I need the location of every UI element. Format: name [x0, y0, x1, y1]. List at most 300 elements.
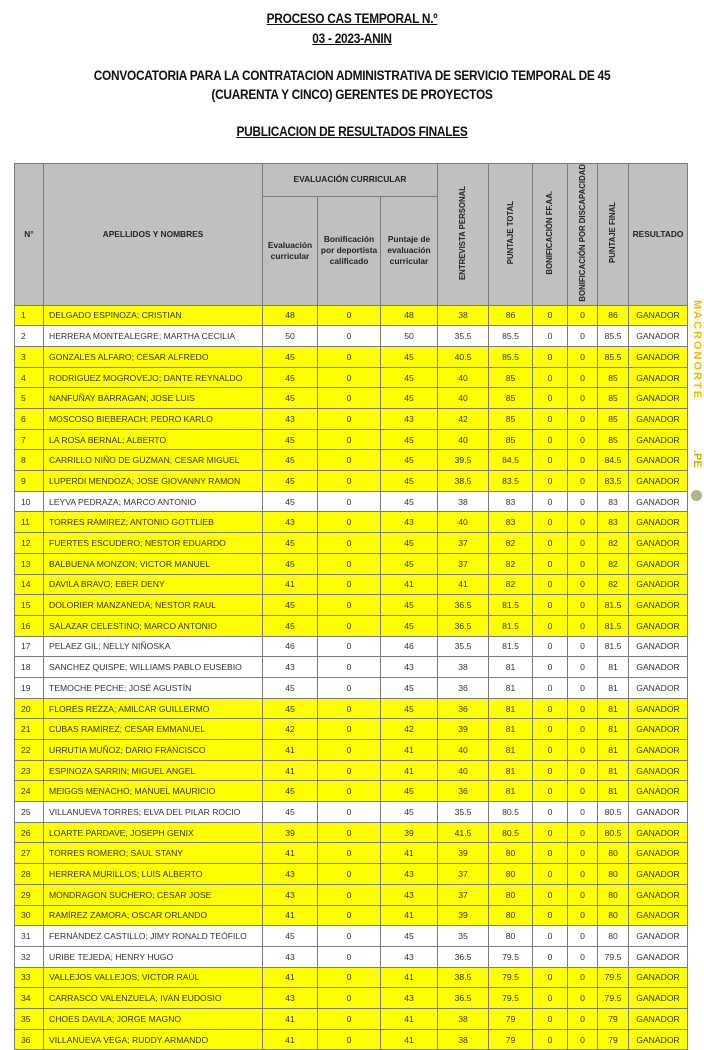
- cell-bonif-discap: 0: [568, 429, 598, 450]
- table-row: [15, 326, 688, 347]
- section-title: PUBLICACION DE RESULTADOS FINALES: [236, 124, 468, 139]
- cell-puntaje-final: 83: [598, 512, 629, 533]
- cell-name: LUPERDI MENDOZA; JOSE GIOVANNY RAMON: [44, 471, 263, 492]
- cell-puntaje-eval: 43: [381, 512, 438, 533]
- cell-eval-curricular: 41: [263, 843, 318, 864]
- cell-resultado: GANADOR: [629, 946, 688, 967]
- cell-bonif-deportista: 0: [318, 346, 381, 367]
- cell-name: LA ROSA BERNAL; ALBERTO: [44, 429, 263, 450]
- cell-bonif-discap: 0: [568, 388, 598, 409]
- cell-num: 31: [15, 926, 44, 947]
- cell-entrevista: 36.5: [438, 988, 489, 1009]
- cell-resultado: GANADOR: [629, 657, 688, 678]
- cell-puntaje-total: 85.5: [489, 346, 533, 367]
- cell-bonif-ffaa: 0: [533, 305, 568, 326]
- cell-bonif-discap: 0: [568, 595, 598, 616]
- cell-entrevista: 41: [438, 574, 489, 595]
- cell-resultado: GANADOR: [629, 884, 688, 905]
- cell-puntaje-eval: 41: [381, 843, 438, 864]
- cell-bonif-ffaa: 0: [533, 388, 568, 409]
- table-row: [15, 595, 688, 616]
- cell-num: 30: [15, 905, 44, 926]
- cell-puntaje-eval: 43: [381, 946, 438, 967]
- cell-resultado: GANADOR: [629, 1008, 688, 1029]
- cell-entrevista: 35: [438, 926, 489, 947]
- cell-entrevista: 38: [438, 1029, 489, 1050]
- cell-puntaje-eval: 45: [381, 367, 438, 388]
- cell-bonif-ffaa: 0: [533, 946, 568, 967]
- cell-resultado: GANADOR: [629, 822, 688, 843]
- cell-name: ESPINOZA SARRIN; MIGUEL ANGEL: [44, 760, 263, 781]
- cell-eval-curricular: 45: [263, 781, 318, 802]
- cell-puntaje-eval: 45: [381, 677, 438, 698]
- cell-eval-curricular: 45: [263, 388, 318, 409]
- table-row: [15, 1029, 688, 1050]
- table-row: [15, 471, 688, 492]
- header-puntaje-final: [598, 164, 629, 306]
- cell-bonif-ffaa: 0: [533, 346, 568, 367]
- cell-puntaje-total: 82: [489, 574, 533, 595]
- cell-entrevista: 37: [438, 864, 489, 885]
- cell-eval-curricular: 45: [263, 450, 318, 471]
- cell-entrevista: 36: [438, 677, 489, 698]
- cell-puntaje-total: 85: [489, 409, 533, 430]
- cell-puntaje-final: 85.5: [598, 326, 629, 347]
- cell-puntaje-eval: 46: [381, 636, 438, 657]
- cell-num: 2: [15, 326, 44, 347]
- cell-eval-curricular: 45: [263, 615, 318, 636]
- cell-puntaje-final: 86: [598, 305, 629, 326]
- cell-bonif-discap: 0: [568, 471, 598, 492]
- cell-entrevista: 41.5: [438, 822, 489, 843]
- cell-puntaje-final: 82: [598, 533, 629, 554]
- cell-eval-curricular: 41: [263, 574, 318, 595]
- cell-eval-curricular: 45: [263, 698, 318, 719]
- cell-entrevista: 35.5: [438, 636, 489, 657]
- cell-eval-curricular: 41: [263, 967, 318, 988]
- cell-eval-curricular: 41: [263, 740, 318, 761]
- cell-eval-curricular: 41: [263, 1008, 318, 1029]
- cell-num: 26: [15, 822, 44, 843]
- cell-eval-curricular: 48: [263, 305, 318, 326]
- cell-puntaje-eval: 42: [381, 719, 438, 740]
- cell-puntaje-eval: 41: [381, 740, 438, 761]
- cell-bonif-ffaa: 0: [533, 698, 568, 719]
- cell-bonif-discap: 0: [568, 553, 598, 574]
- cell-puntaje-final: 81: [598, 740, 629, 761]
- cell-name: TORRES ROMERO; SAUL STANY: [44, 843, 263, 864]
- cell-bonif-deportista: 0: [318, 305, 381, 326]
- cell-bonif-ffaa: 0: [533, 512, 568, 533]
- cell-bonif-discap: 0: [568, 884, 598, 905]
- cell-bonif-ffaa: 0: [533, 615, 568, 636]
- cell-bonif-ffaa: 0: [533, 843, 568, 864]
- cell-bonif-deportista: 0: [318, 760, 381, 781]
- header-puntaje-total-label: PUNTAJE TOTAL: [505, 201, 515, 265]
- cell-puntaje-eval: 45: [381, 346, 438, 367]
- cell-num: 12: [15, 533, 44, 554]
- cell-puntaje-final: 85: [598, 429, 629, 450]
- cell-puntaje-eval: 39: [381, 822, 438, 843]
- cell-puntaje-final: 81: [598, 719, 629, 740]
- cell-entrevista: 36.5: [438, 946, 489, 967]
- cell-eval-curricular: 41: [263, 905, 318, 926]
- table-row: [15, 884, 688, 905]
- cell-puntaje-total: 86: [489, 305, 533, 326]
- table-row: [15, 491, 688, 512]
- cell-bonif-deportista: 0: [318, 429, 381, 450]
- table-row: [15, 719, 688, 740]
- header-name: APELLIDOS Y NOMBRES: [44, 164, 263, 306]
- cell-bonif-deportista: 0: [318, 388, 381, 409]
- cell-puntaje-eval: 45: [381, 450, 438, 471]
- cell-num: 18: [15, 657, 44, 678]
- cell-eval-curricular: 43: [263, 657, 318, 678]
- header-bonif-discap: [568, 164, 598, 306]
- cell-bonif-ffaa: 0: [533, 719, 568, 740]
- cell-puntaje-final: 79.5: [598, 946, 629, 967]
- cell-puntaje-final: 80: [598, 864, 629, 885]
- cell-puntaje-eval: 45: [381, 802, 438, 823]
- cell-num: 16: [15, 615, 44, 636]
- cell-bonif-ffaa: 0: [533, 967, 568, 988]
- cell-num: 8: [15, 450, 44, 471]
- cell-name: TORRES RAMIREZ; ANTONIO GOTTLIEB: [44, 512, 263, 533]
- cell-puntaje-eval: 41: [381, 1008, 438, 1029]
- cell-bonif-discap: 0: [568, 574, 598, 595]
- cell-entrevista: 38: [438, 1008, 489, 1029]
- cell-entrevista: 40.5: [438, 346, 489, 367]
- cell-puntaje-total: 83.5: [489, 471, 533, 492]
- cell-eval-curricular: 43: [263, 884, 318, 905]
- cell-puntaje-final: 80: [598, 843, 629, 864]
- cell-resultado: GANADOR: [629, 409, 688, 430]
- watermark-suffix: .PE: [691, 450, 703, 468]
- cell-bonif-discap: 0: [568, 843, 598, 864]
- cell-eval-curricular: 45: [263, 553, 318, 574]
- cell-puntaje-final: 85.5: [598, 346, 629, 367]
- cell-resultado: GANADOR: [629, 905, 688, 926]
- cell-puntaje-eval: 43: [381, 864, 438, 885]
- header-num: N°: [15, 164, 44, 306]
- cell-resultado: GANADOR: [629, 802, 688, 823]
- cell-name: VILLANUEVA TORRES; ELVA DEL PILAR ROCIO: [44, 802, 263, 823]
- cell-puntaje-final: 81: [598, 781, 629, 802]
- cell-resultado: GANADOR: [629, 450, 688, 471]
- cell-bonif-ffaa: 0: [533, 367, 568, 388]
- cell-name: URRUTIA MUÑOZ; DARIO FRANCISCO: [44, 740, 263, 761]
- header-bonif-ffaa: [533, 164, 568, 306]
- cell-puntaje-eval: 45: [381, 595, 438, 616]
- cell-bonif-discap: 0: [568, 636, 598, 657]
- cell-resultado: GANADOR: [629, 305, 688, 326]
- results-table-body: [15, 305, 688, 1050]
- cell-bonif-ffaa: 0: [533, 1008, 568, 1029]
- header-bonif-discap-label: BONIFICACIÓN POR DISCAPACIDAD: [577, 164, 587, 302]
- cell-bonif-discap: 0: [568, 740, 598, 761]
- cell-bonif-discap: 0: [568, 719, 598, 740]
- cell-puntaje-final: 83: [598, 491, 629, 512]
- cell-name: NANFUÑAY BARRAGAN; JOSE LUIS: [44, 388, 263, 409]
- cell-num: 21: [15, 719, 44, 740]
- cell-eval-curricular: 46: [263, 636, 318, 657]
- cell-bonif-deportista: 0: [318, 574, 381, 595]
- cell-puntaje-eval: 45: [381, 429, 438, 450]
- table-row: [15, 367, 688, 388]
- cell-entrevista: 39: [438, 719, 489, 740]
- process-code: 03 - 2023-ANIN: [312, 31, 392, 46]
- cell-eval-curricular: 45: [263, 677, 318, 698]
- cell-eval-curricular: 45: [263, 802, 318, 823]
- cell-entrevista: 38: [438, 305, 489, 326]
- cell-entrevista: 37: [438, 533, 489, 554]
- cell-bonif-deportista: 0: [318, 781, 381, 802]
- cell-bonif-ffaa: 0: [533, 533, 568, 554]
- cell-bonif-deportista: 0: [318, 553, 381, 574]
- cell-bonif-deportista: 0: [318, 698, 381, 719]
- cell-bonif-deportista: 0: [318, 719, 381, 740]
- cell-entrevista: 40: [438, 367, 489, 388]
- cell-bonif-discap: 0: [568, 781, 598, 802]
- table-row: [15, 512, 688, 533]
- cell-puntaje-final: 79: [598, 1029, 629, 1050]
- cell-name: URIBE TEJEDA; HENRY HUGO: [44, 946, 263, 967]
- cell-name: BALBUENA MONZON; VICTOR MANUEL: [44, 553, 263, 574]
- cell-num: 14: [15, 574, 44, 595]
- cell-puntaje-total: 85: [489, 367, 533, 388]
- cell-puntaje-total: 81: [489, 677, 533, 698]
- cell-num: 27: [15, 843, 44, 864]
- cell-entrevista: 40: [438, 760, 489, 781]
- cell-puntaje-total: 82: [489, 533, 533, 554]
- cell-entrevista: 40: [438, 740, 489, 761]
- cell-bonif-ffaa: 0: [533, 429, 568, 450]
- cell-num: 15: [15, 595, 44, 616]
- cell-entrevista: 40: [438, 388, 489, 409]
- cell-puntaje-eval: 50: [381, 326, 438, 347]
- cell-puntaje-total: 81.5: [489, 595, 533, 616]
- cell-bonif-ffaa: 0: [533, 491, 568, 512]
- cell-eval-curricular: 45: [263, 429, 318, 450]
- cell-bonif-deportista: 0: [318, 636, 381, 657]
- cell-bonif-deportista: 0: [318, 1008, 381, 1029]
- table-row: [15, 905, 688, 926]
- cell-puntaje-total: 80: [489, 926, 533, 947]
- cell-eval-curricular: 41: [263, 1029, 318, 1050]
- cell-puntaje-total: 80.5: [489, 802, 533, 823]
- cell-bonif-discap: 0: [568, 367, 598, 388]
- cell-puntaje-eval: 43: [381, 988, 438, 1009]
- cell-puntaje-total: 82: [489, 553, 533, 574]
- cell-puntaje-final: 83.5: [598, 471, 629, 492]
- table-row: [15, 740, 688, 761]
- cell-bonif-discap: 0: [568, 926, 598, 947]
- cell-bonif-discap: 0: [568, 346, 598, 367]
- table-row: [15, 802, 688, 823]
- header-bonif-ffaa-label: BONIFICACIÓN FF.AA.: [545, 191, 555, 275]
- cell-puntaje-eval: 41: [381, 905, 438, 926]
- header-eval-curricular: Evaluación curricular: [263, 196, 318, 305]
- cell-bonif-discap: 0: [568, 967, 598, 988]
- cell-bonif-ffaa: 0: [533, 450, 568, 471]
- cell-puntaje-eval: 43: [381, 657, 438, 678]
- header-bonif-deportista: Bonificación por deportista calificado: [318, 196, 381, 305]
- cell-resultado: GANADOR: [629, 615, 688, 636]
- cell-puntaje-final: 80.5: [598, 802, 629, 823]
- cell-resultado: GANADOR: [629, 1029, 688, 1050]
- cell-puntaje-total: 79.5: [489, 988, 533, 1009]
- cell-bonif-discap: 0: [568, 615, 598, 636]
- cell-bonif-deportista: 0: [318, 1029, 381, 1050]
- cell-puntaje-eval: 45: [381, 615, 438, 636]
- cell-bonif-ffaa: 0: [533, 471, 568, 492]
- cell-puntaje-final: 80.5: [598, 822, 629, 843]
- cell-name: FLORES REZZA; AMILCAR GUILLERMO: [44, 698, 263, 719]
- cell-puntaje-eval: 45: [381, 698, 438, 719]
- cell-bonif-deportista: 0: [318, 595, 381, 616]
- cell-puntaje-eval: 43: [381, 884, 438, 905]
- cell-name: FUERTES ESCUDERO; NESTOR EDUARDO: [44, 533, 263, 554]
- table-row: [15, 615, 688, 636]
- cell-puntaje-total: 81: [489, 781, 533, 802]
- cell-num: 5: [15, 388, 44, 409]
- cell-name: SALAZAR CELESTINO; MARCO ANTONIO: [44, 615, 263, 636]
- cell-eval-curricular: 45: [263, 346, 318, 367]
- table-row: [15, 346, 688, 367]
- cell-num: 34: [15, 988, 44, 1009]
- cell-name: SANCHEZ QUISPE; WILLIAMS PABLO EUSEBIO: [44, 657, 263, 678]
- cell-resultado: GANADOR: [629, 864, 688, 885]
- cell-entrevista: 36: [438, 781, 489, 802]
- cell-puntaje-eval: 45: [381, 781, 438, 802]
- cell-eval-curricular: 50: [263, 326, 318, 347]
- cell-bonif-discap: 0: [568, 326, 598, 347]
- cell-entrevista: 42: [438, 409, 489, 430]
- cell-bonif-deportista: 0: [318, 367, 381, 388]
- cell-num: 17: [15, 636, 44, 657]
- table-row: [15, 574, 688, 595]
- cell-name: VILLANUEVA VEGA; RUDDY ARMANDO: [44, 1029, 263, 1050]
- cell-bonif-discap: 0: [568, 677, 598, 698]
- cell-puntaje-total: 83: [489, 491, 533, 512]
- cell-bonif-discap: 0: [568, 305, 598, 326]
- cell-name: HERRERA MURILLOS; LUIS ALBERTO: [44, 864, 263, 885]
- cell-num: 11: [15, 512, 44, 533]
- cell-entrevista: 39.5: [438, 450, 489, 471]
- cell-bonif-deportista: 0: [318, 988, 381, 1009]
- cell-resultado: GANADOR: [629, 326, 688, 347]
- table-row: [15, 698, 688, 719]
- cell-bonif-deportista: 0: [318, 884, 381, 905]
- cell-resultado: GANADOR: [629, 491, 688, 512]
- cell-puntaje-final: 81.5: [598, 636, 629, 657]
- cell-bonif-deportista: 0: [318, 657, 381, 678]
- cell-resultado: GANADOR: [629, 512, 688, 533]
- cell-bonif-deportista: 0: [318, 533, 381, 554]
- cell-puntaje-final: 79: [598, 1008, 629, 1029]
- cell-eval-curricular: 45: [263, 491, 318, 512]
- cell-bonif-discap: 0: [568, 864, 598, 885]
- table-row: [15, 760, 688, 781]
- watermark-badge: [691, 490, 702, 501]
- cell-bonif-ffaa: 0: [533, 802, 568, 823]
- header-entrevista-label: ENTREVISTA PERSONAL: [458, 185, 468, 280]
- cell-puntaje-final: 81: [598, 657, 629, 678]
- cell-resultado: GANADOR: [629, 760, 688, 781]
- cell-bonif-ffaa: 0: [533, 553, 568, 574]
- cell-num: 28: [15, 864, 44, 885]
- cell-resultado: GANADOR: [629, 471, 688, 492]
- cell-puntaje-total: 80: [489, 884, 533, 905]
- cell-resultado: GANADOR: [629, 367, 688, 388]
- cell-bonif-deportista: 0: [318, 326, 381, 347]
- cell-puntaje-final: 85: [598, 367, 629, 388]
- cell-puntaje-final: 85: [598, 409, 629, 430]
- cell-puntaje-total: 80.5: [489, 822, 533, 843]
- cell-num: 24: [15, 781, 44, 802]
- cell-name: MEIGGS MENACHO; MANUEL MAURICIO: [44, 781, 263, 802]
- cell-bonif-deportista: 0: [318, 843, 381, 864]
- cell-resultado: GANADOR: [629, 553, 688, 574]
- cell-puntaje-eval: 41: [381, 760, 438, 781]
- cell-entrevista: 37: [438, 884, 489, 905]
- cell-puntaje-final: 79.5: [598, 967, 629, 988]
- cell-entrevista: 38.5: [438, 967, 489, 988]
- cell-puntaje-eval: 45: [381, 553, 438, 574]
- cell-name: CHOES DAVILA; JORGE MAGNO: [44, 1008, 263, 1029]
- cell-bonif-deportista: 0: [318, 677, 381, 698]
- cell-puntaje-final: 81: [598, 677, 629, 698]
- cell-resultado: GANADOR: [629, 740, 688, 761]
- cell-puntaje-final: 80: [598, 926, 629, 947]
- watermark: MACRONORTE: [691, 300, 703, 401]
- watermark-strip: [689, 300, 704, 1000]
- cell-bonif-deportista: 0: [318, 905, 381, 926]
- cell-bonif-ffaa: 0: [533, 636, 568, 657]
- cell-name: DAVILA BRAVO; EBER DENY: [44, 574, 263, 595]
- header-group-curricular: EVALUACIÓN CURRICULAR: [263, 164, 438, 197]
- cell-eval-curricular: 43: [263, 946, 318, 967]
- cell-puntaje-eval: 45: [381, 491, 438, 512]
- cell-name: PELAEZ GIL; NELLY NIÑOSKA: [44, 636, 263, 657]
- header-entrevista: [438, 164, 489, 306]
- cell-bonif-ffaa: 0: [533, 1029, 568, 1050]
- cell-bonif-discap: 0: [568, 1008, 598, 1029]
- cell-puntaje-final: 84.5: [598, 450, 629, 471]
- cell-resultado: GANADOR: [629, 429, 688, 450]
- cell-num: 36: [15, 1029, 44, 1050]
- cell-bonif-ffaa: 0: [533, 864, 568, 885]
- cell-resultado: GANADOR: [629, 843, 688, 864]
- cell-bonif-deportista: 0: [318, 409, 381, 430]
- cell-bonif-ffaa: 0: [533, 409, 568, 430]
- cell-bonif-discap: 0: [568, 822, 598, 843]
- cell-num: 13: [15, 553, 44, 574]
- cell-bonif-deportista: 0: [318, 740, 381, 761]
- table-row: [15, 533, 688, 554]
- cell-bonif-discap: 0: [568, 657, 598, 678]
- table-row: [15, 450, 688, 471]
- cell-bonif-ffaa: 0: [533, 595, 568, 616]
- cell-name: CARRASCO VALENZUELA; IVAN EUDOSIO: [44, 988, 263, 1009]
- cell-puntaje-total: 79: [489, 1008, 533, 1029]
- cell-num: 7: [15, 429, 44, 450]
- cell-bonif-deportista: 0: [318, 615, 381, 636]
- cell-entrevista: 35.5: [438, 326, 489, 347]
- cell-bonif-discap: 0: [568, 905, 598, 926]
- table-row: [15, 657, 688, 678]
- table-row: [15, 636, 688, 657]
